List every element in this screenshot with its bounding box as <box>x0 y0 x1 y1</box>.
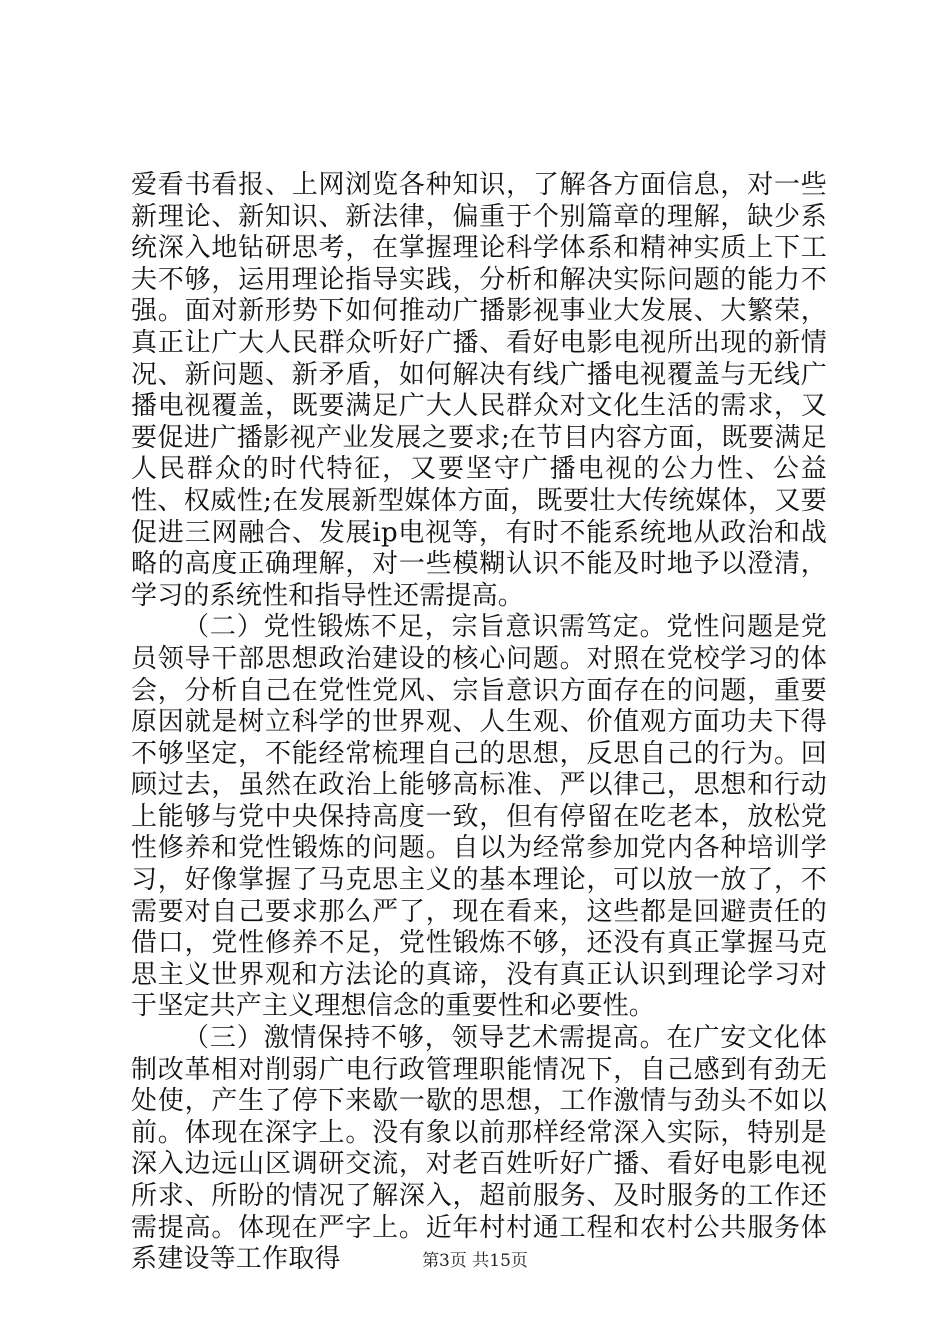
paragraph-continuation: 爱看书看报、上网浏览各种知识，了解各方面信息，对一些新理论、新知识、新法律，偏重于个别篇章的理解，缺少系统深入地钻研思考，在掌握理论科学体系和精神实质上下工夫不够，运用理论指导实践，分析和解决实际问题的能力不强。面对新形势下如何推动广播影视事业大发展、大繁荣，真正让广大人民群众听好广播、看好电影电视所出现的新情况、新问题、新矛盾，如何解决有线广播电视覆盖与无线广播电视覆盖，既要满足广大人民群众对文化生活的需求，又要促进广播影视产业发展之要求;在节目内容方面，既要满足人民群众的时代特征，又要坚守广播电视的公力性、公益性、权威性;在发展新型媒体方面，既要壮大传统媒体，又要促进三网融合、发展ip电视等，有时不能系统地从政治和战略的高度正确理解，对一些模糊认识不能及时地予以澄清，学习的系统性和指导性还需提高。 <box>131 170 827 611</box>
paragraph-passion: （三）激情保持不够，领导艺术需提高。在广安文化体制改革相对削弱广电行政管理职能情况下，自己感到有劲无处使，产生了停下来歇一歇的思想，工作激情与劲头不如以前。体现在深字上。没有象以前那样经常深入实际，特别是深入边远山区调研交流，对老百姓听好广播、看好电影电视所求、所盼的情况了解深入，超前服务、及时服务的工作还需提高。体现在严字上。近年村村通工程和农村公共服务体系建设等工作取得 <box>131 1023 827 1275</box>
document-body <box>131 170 827 1276</box>
paragraph-party-spirit: （二）党性锻炼不足，宗旨意识需笃定。党性问题是党员领导干部思想政治建设的核心问题。对照在党校学习的体会，分析自己在党性党风、宗旨意识方面存在的问题，重要原因就是树立科学的世界观、人生观、价值观方面功夫下得不够坚定，不能经常梳理自己的思想，反思自己的行为。回顾过去，虽然在政治上能够高标准、严以律己，思想和行动上能够与党中央保持高度一致，但有停留在吃老本，放松党性修养和党性锻炼的问题。自以为经常参加党内各种培训学习，好像掌握了马克思主义的基本理论，可以放一放了，不需要对自己要求那么严了，现在看来，这些都是回避责任的借口，党性修养不足，党性锻炼不够，还没有真正掌握马克思主义世界观和方法论的真谛，没有真正认识到理论学习对于坚定共产主义理想信念的重要性和必要性。 <box>131 612 827 1022</box>
page-number-footer: 第3页 共15页 <box>422 1251 528 1271</box>
